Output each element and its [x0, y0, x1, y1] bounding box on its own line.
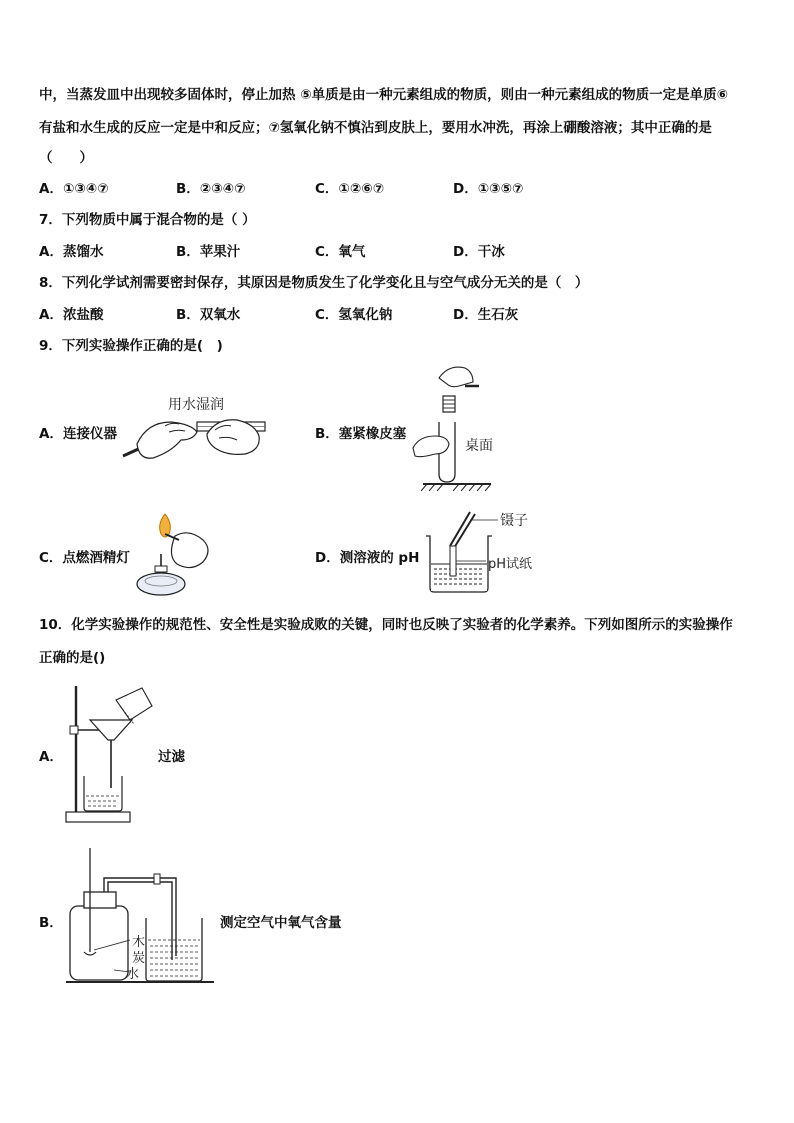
q10-stem-line2: 正确的是() [39, 650, 106, 666]
fig-label-wet-with-water: 用水湿润 [168, 397, 224, 413]
q7-option-d[interactable]: D．干冰 [453, 244, 505, 260]
q8-option-b[interactable]: B．双氧水 [176, 307, 241, 323]
q6-line1: 中，当蒸发皿中出现较多固体时，停止加热 ⑤单质是由一种元素组成的物质，则由一种元素组成的物质一定是单质⑥ [39, 87, 729, 103]
filtration-figure [62, 684, 158, 826]
q8-stem: 8．下列化学试剂需要密封保存，其原因是物质发生了化学变化且与空气成分无关的是（ ） [39, 275, 589, 291]
q8-option-a[interactable]: A．浓盐酸 [39, 307, 104, 323]
q6-answer-blank: （ ） [39, 150, 93, 166]
q10-stem-line1: 10．化学实验操作的规范性、安全性是实验成败的关键，同时也反映了实验者的化学素养。下列如图所示的实验操作 [39, 617, 733, 633]
oxygen-content-figure [64, 848, 216, 984]
q7-option-c[interactable]: C．氧气 [315, 244, 366, 260]
q8-option-d[interactable]: D．生石灰 [453, 307, 519, 323]
fig-label-water: 水 [126, 967, 140, 982]
q10-option-b-letter[interactable]: B． [39, 915, 63, 931]
q10-option-a-letter[interactable]: A． [39, 749, 63, 765]
q9-option-c[interactable]: C．点燃酒精灯 [39, 550, 130, 566]
q10-option-a-caption: 过滤 [158, 749, 185, 765]
q9-option-b[interactable]: B．塞紧橡皮塞 [315, 426, 407, 442]
q6-option-d[interactable]: D．①③⑤⑦ [453, 181, 524, 197]
fig-label-charcoal-1: 木 [132, 935, 146, 950]
q9-option-d[interactable]: D．测溶液的 pH [315, 550, 420, 566]
q6-option-c[interactable]: C．①②⑥⑦ [315, 181, 385, 197]
q6-option-b[interactable]: B．②③④⑦ [176, 181, 246, 197]
q8-option-c[interactable]: C．氢氧化钠 [315, 307, 393, 323]
stopper-test-tube-figure [405, 360, 505, 492]
fig-label-tweezers: 镊子 [500, 513, 528, 529]
q6-option-a[interactable]: A．①③④⑦ [39, 181, 109, 197]
light-alcohol-lamp-figure [125, 510, 225, 600]
measure-ph-figure [420, 506, 550, 596]
q9-option-a[interactable]: A．连接仪器 [39, 426, 117, 442]
q9-stem: 9．下列实验操作正确的是( ) [39, 338, 223, 354]
fig-label-ph-paper: pH试纸 [488, 557, 533, 572]
q7-option-b[interactable]: B．苹果汁 [176, 244, 241, 260]
q10-option-b-caption: 测定空气中氧气含量 [220, 915, 342, 931]
q7-stem: 7．下列物质中属于混合物的是（ ） [39, 212, 256, 228]
fig-label-tabletop: 桌面 [465, 438, 493, 454]
connect-apparatus-figure [115, 390, 275, 465]
q7-option-a[interactable]: A．蒸馏水 [39, 244, 104, 260]
fig-label-charcoal-2: 炭 [132, 951, 146, 966]
q6-line2: 有盐和水生成的反应一定是中和反应；⑦氢氧化钠不慎沾到皮肤上，要用水冲洗，再涂上硼酸溶液；其中正确的是 [39, 120, 712, 136]
